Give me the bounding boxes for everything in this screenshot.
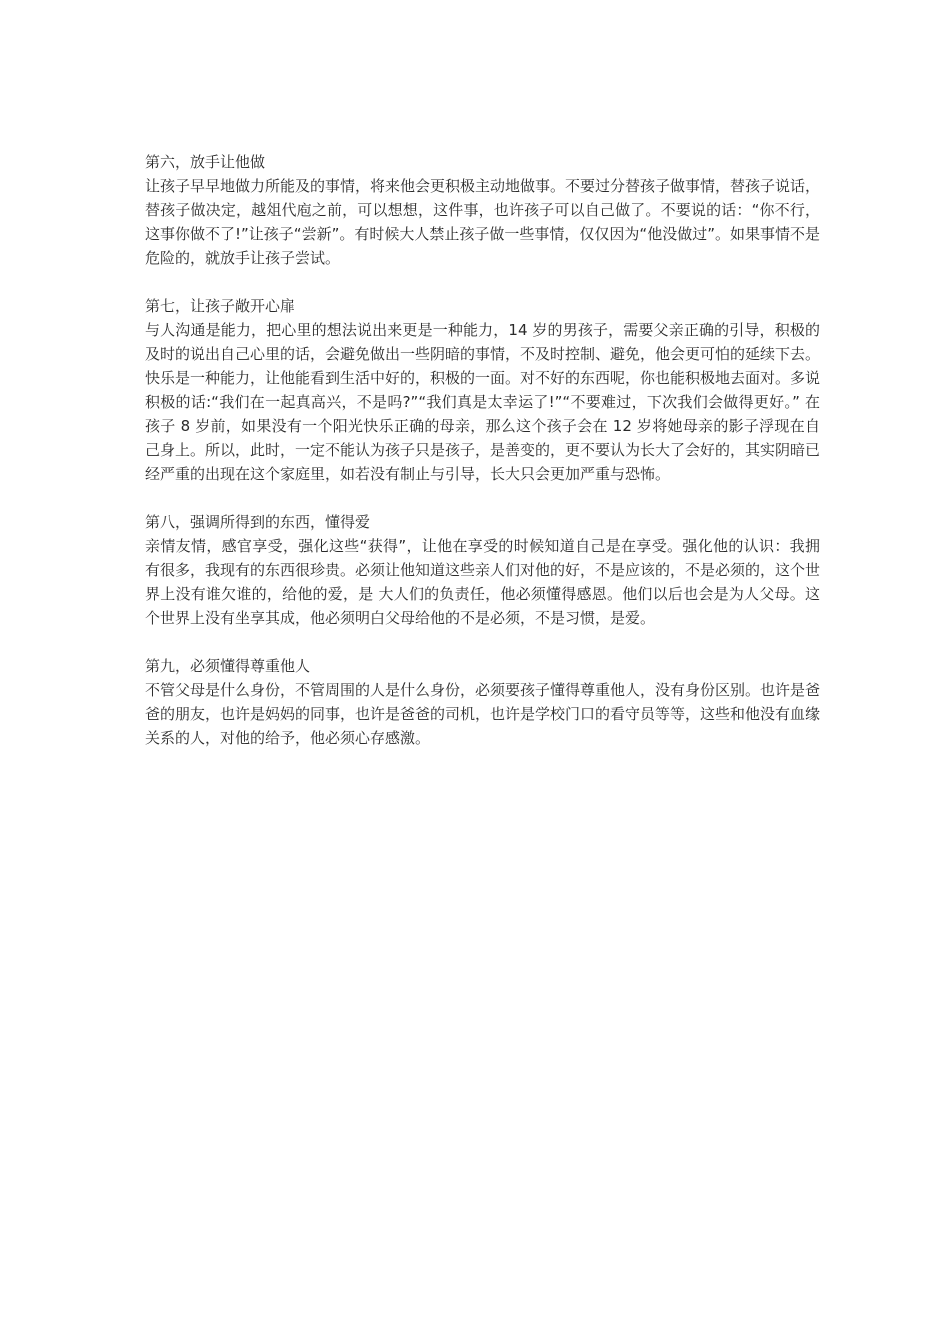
- section-6: [145, 150, 820, 270]
- section-paragraph: 与人沟通是能力，把心里的想法说出来更是一种能力，14 岁的男孩子，需要父亲正确的引导，积极的及时的说出自己心里的话，会避免做出一些阴暗的事情，不及时控制、避免，他会更可怕的延续下去。: [145, 321, 821, 363]
- section-paragraph: 亲情友情，感官享受，强化这些“获得”，让他在享受的时候知道自己是在享受。强化他的认识：我拥有很多，我现有的东西很珍贵。必须让他知道这些亲人们对他的好，不是应该的，不是必须的，这个世界上没有谁欠谁的，给他的爱，是 大人们的负责任，他必须懂得感恩。他们以后也会是为人父母。这个世界上没有坐享其成，他必须明白父母给他的不是必须，不是习惯，是爱。: [145, 537, 821, 627]
- section-paragraph: 不管父母是什么身份，不管周围的人是什么身份，必须要孩子懂得尊重他人，没有身份区别。也许是爸爸的朋友，也许是妈妈的同事，也许是爸爸的司机，也许是学校门口的看守员等等，这些和他没有血缘关系的人，对他的给予，他必须心存感激。: [145, 681, 821, 747]
- section-paragraph: 让孩子早早地做力所能及的事情，将来他会更积极主动地做事。不要过分替孩子做事情，替孩子说话，替孩子做决定，越俎代庖之前，可以想想，这件事，也许孩子可以自己做了。不要说的话：“你不行，这事你做不了!”让孩子“尝新”。有时候大人禁止孩子做一些事情，仅仅因为“他没做过”。如果事情不是危险的，就放手让孩子尝试。: [145, 177, 821, 267]
- section-heading: 第八，强调所得到的东西，懂得爱: [145, 513, 371, 531]
- section-7: [145, 294, 820, 486]
- section-heading: 第六，放手让他做: [145, 153, 266, 171]
- section-9: [145, 654, 820, 750]
- section-paragraph: 快乐是一种能力，让他能看到生活中好的，积极的一面。对不好的东西呢，你也能积极地去面对。多说积极的话:“我们在一起真高兴，不是吗?”“我们真是太幸运了!”“不要难过，下次我们会做得更好。” 在孩子 8 岁前，如果没有一个阳光快乐正确的母亲，那么这个孩子会在 12 岁将她母亲的影子浮现在自己身上。所以，此时，一定不能认为孩子只是孩子，是善变的，更不要认为长大了会好的，其实阴暗已经严重的出现在这个家庭里，如若没有制止与引导，长大只会更加严重与恐怖。: [145, 369, 821, 483]
- section-8: [145, 510, 820, 630]
- section-heading: 第九，必须懂得尊重他人: [145, 657, 311, 675]
- document-body: [145, 150, 820, 774]
- section-heading: 第七，让孩子敞开心扉: [145, 297, 296, 315]
